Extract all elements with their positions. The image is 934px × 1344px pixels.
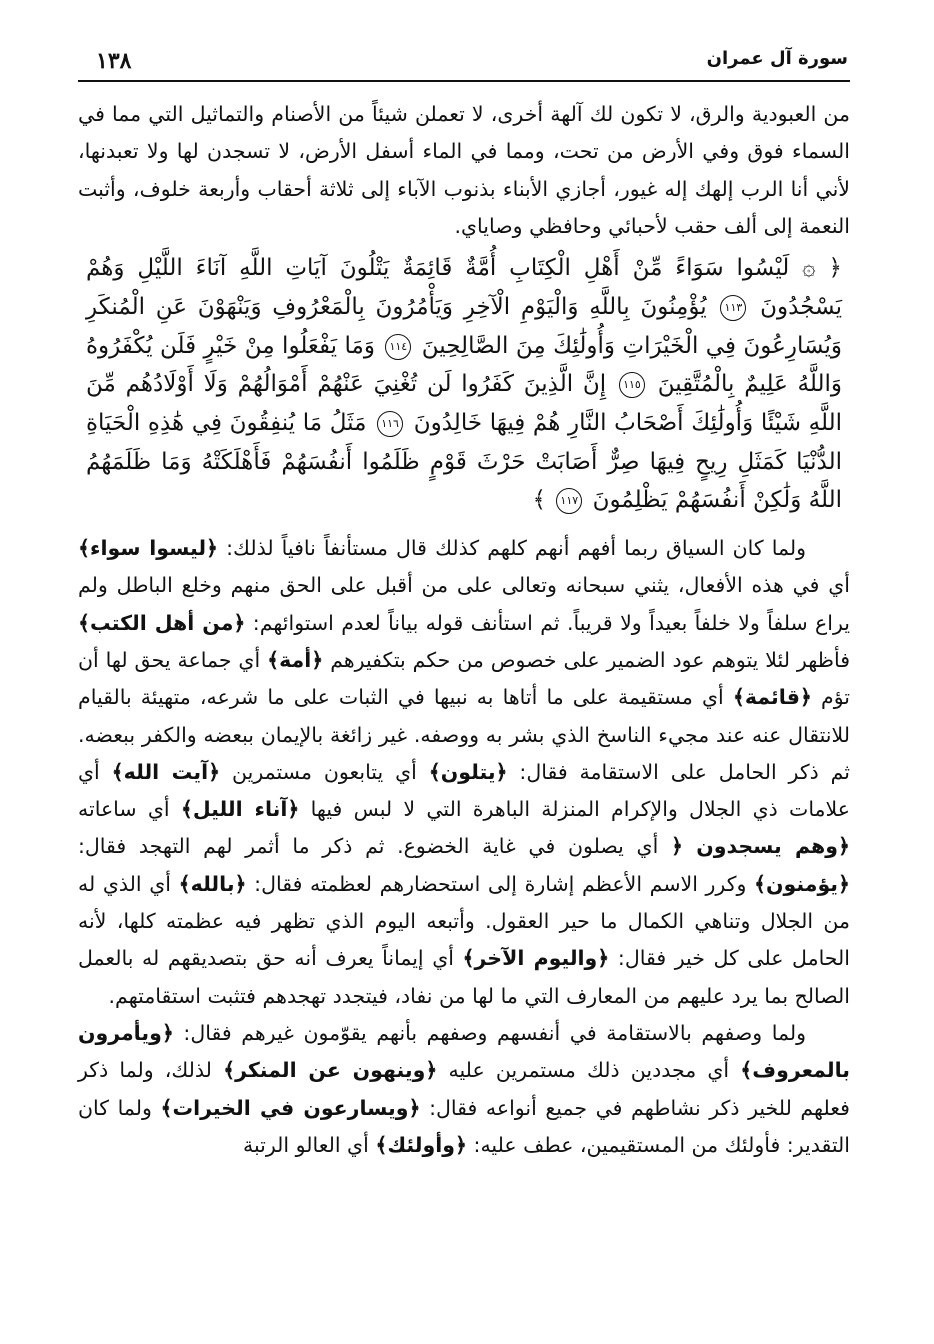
quoted-phrase: ﴿يتلون﴾: [428, 759, 508, 784]
commentary-text: أي جماعة يحق لها أن تؤم: [78, 648, 850, 710]
commentary-text: ولما كان السياق ربما أفهم أنهم كلهم كذلك قال مستأنفاً نافياً لذلك:: [218, 536, 806, 561]
commentary-text: أي إيماناً يعرف أنه حق بتصديقهم له بالعمل الصالح بما يرد عليهم من المعارف التي ما لها من نفاد، فيتجدد تهجدهم فتثبت استقامتهم.: [78, 946, 850, 1008]
verse-number-marker: ١١٣: [720, 295, 746, 321]
surah-title: سورة آل عمران: [706, 48, 848, 69]
commentary-text: أي مستقيمة على ما أتاها به نبيها في الثبات على ما شرعه، متهيئة بالقيام للانتقال عنه عند مجيء الناسخ الذي بشر به ووصفه. غير زائغة بالإيمان ببعضه والكفر ببعضه. ثم ذكر الحامل على الاستقامة فقال:: [78, 685, 850, 784]
commentary-text: أي يتابعون مستمرين: [220, 759, 429, 784]
verse-text: مَثَلُ مَا يُنفِقُونَ فِي هَٰذِهِ الْحَيَاةِ الدُّنْيَا كَمَثَلِ رِيحٍ فِيهَا صِرٌّ أَصَابَتْ حَرْثَ قَوْمٍ ظَلَمُوا أَنفُسَهُمْ فَأَهْلَكَتْهُ وَمَا ظَلَمَهُمُ اللَّهُ وَلَٰكِنْ أَنفُسَهُمْ يَظْلِمُونَ: [86, 410, 842, 514]
page-header: [78, 40, 850, 82]
verse-text: وَمَا يَفْعَلُوا مِنْ خَيْرٍ فَلَن يُكْفَرُوهُ وَاللَّهُ عَلِيمٌ بِالْمُتَّقِينَ: [86, 332, 843, 398]
commentary-text: ولما وصفهم بالاستقامة في أنفسهم وصفهم بأنهم يقوّمون غيرهم فقال:: [173, 1020, 806, 1045]
commentary-text: أي يصلون في غاية الخضوع. ثم ذكر ما أثمر لهم التهجد فقال:: [78, 834, 671, 859]
quoted-phrase: ﴿من أهل الكتب﴾: [78, 610, 246, 635]
verse-text: يُؤْمِنُونَ بِاللَّهِ وَالْيَوْمِ الْآخِرِ وَيَأْمُرُونَ بِالْمَعْرُوفِ وَيَنْهَوْنَ عَنِ الْمُنكَرِ وَيُسَارِعُونَ فِي الْخَيْرَاتِ وَأُولَٰئِكَ مِنَ الصَّالِحِينَ: [86, 293, 842, 359]
page-number: ١٣٨: [96, 48, 132, 74]
verse-number-marker: ١١٦: [377, 411, 403, 437]
quoted-phrase: ﴿وهم يسجدون ﴿: [670, 834, 850, 859]
page: [78, 40, 850, 1164]
verse-open-bracket: ﴿: [828, 255, 842, 282]
quoted-phrase: ﴿وأولئك﴾: [375, 1132, 468, 1157]
quoted-phrase: ﴿آناء الليل﴾: [180, 797, 300, 822]
commentary: [78, 530, 850, 1164]
commentary-text: أي مجددين ذلك مستمرين عليه: [437, 1058, 741, 1083]
quoted-phrase: ﴿ليسوا سواء﴾: [78, 536, 219, 561]
commentary-text: لذلك، ولما ذكر فعلهم للخير ذكر نشاطهم في جميع أنواعه فقال:: [78, 1058, 850, 1120]
commentary-text: أي في هذه الأفعال، يثني سبحانه وتعالى على من أقبل على الحق منهم وخلع الباطل ولم يراع سلفاً ولا خلفاً بعيداً ولا قريباً. ثم استأنف قوله بياناً لعدم استوائهم:: [78, 573, 850, 635]
commentary-paragraph: [78, 1015, 850, 1164]
verse-text: ۞ لَيْسُوا سَوَاءً مِّنْ أَهْلِ الْكِتَابِ أُمَّةٌ قَائِمَةٌ يَتْلُونَ آيَاتِ اللَّهِ آنَاءَ اللَّيْلِ وَهُمْ يَسْجُدُونَ: [86, 255, 842, 320]
quoted-phrase: ﴿يؤمنون﴾: [754, 871, 850, 896]
commentary-text: أي ساعاته: [78, 797, 181, 822]
commentary-text: أي علامات ذي الجلال والإكرام المنزلة الباهرة التي لا لبس فيها: [78, 759, 851, 822]
quoted-phrase: ﴿قائمة﴾: [732, 685, 812, 710]
verse-close-bracket: ﴾: [532, 487, 546, 514]
commentary-paragraph: [78, 530, 850, 1015]
commentary-text: ولما كان التقدير: فأولئك من المستقيمين، عطف عليه:: [78, 1095, 850, 1157]
quoted-phrase: ﴿أمة﴾: [267, 648, 324, 672]
quoted-phrase: ﴿آيت الله﴾: [111, 759, 221, 784]
commentary-text: فأظهر لئلا يتوهم عود الضمير على خصوص من حكم بتكفيرهم: [323, 648, 851, 672]
verse-number-marker: ١١٤: [385, 334, 411, 360]
verse-number-marker: ١١٧: [556, 488, 582, 514]
quoted-phrase: ﴿واليوم الآخر﴾: [462, 946, 610, 971]
quoted-phrase: ﴿ويأمرون بالمعروف﴾: [78, 1020, 851, 1083]
quoted-phrase: ﴿ويسارعون في الخيرات﴾: [160, 1095, 421, 1120]
commentary-text: أي الذي له من الجلال وتناهي الكمال ما حير العقول. وأتبعه اليوم الذي تظهر فيه عظمته كلها، لأنه الحامل على كل خير فقال:: [78, 871, 850, 971]
quoted-phrase: ﴿وينهون عن المنكر﴾: [223, 1058, 438, 1083]
intro-paragraph: من العبودية والرق، لا تكون لك آلهة أخرى، لا تعملن شيئاً من الأصنام والتماثيل التي مما في السماء فوق وفي الأرض من تحت، ومما في الماء أسفل الأرض، لا تسجدن لها ولا تعبدنها، لأني أنا الرب إلهك إله غيور، أجازي الأبناء بذنوب الآباء إلى ثلاثة أحقاب وأربعة خلوف، وأثبت النعمة إلى ألف حقب لأحبائي وحافظي وصاياي.: [78, 102, 850, 238]
quran-verses-block: [78, 245, 850, 528]
verse-text: إِنَّ الَّذِينَ كَفَرُوا لَن تُغْنِيَ عَنْهُمْ أَمْوَالُهُمْ وَلَا أَوْلَادُهُم مِّنَ اللَّهِ شَيْئًا وَأُولَٰئِكَ أَصْحَابُ النَّارِ هُمْ فِيهَا خَالِدُونَ: [86, 371, 843, 436]
verse-number-marker: ١١٥: [619, 372, 645, 398]
commentary-text: أي العالو الرتبة: [242, 1132, 376, 1157]
quoted-phrase: ﴿بالله﴾: [178, 871, 247, 896]
commentary-text: وكرر الاسم الأعظم إشارة إلى استحضارهم لعظمته فقال:: [246, 871, 755, 896]
